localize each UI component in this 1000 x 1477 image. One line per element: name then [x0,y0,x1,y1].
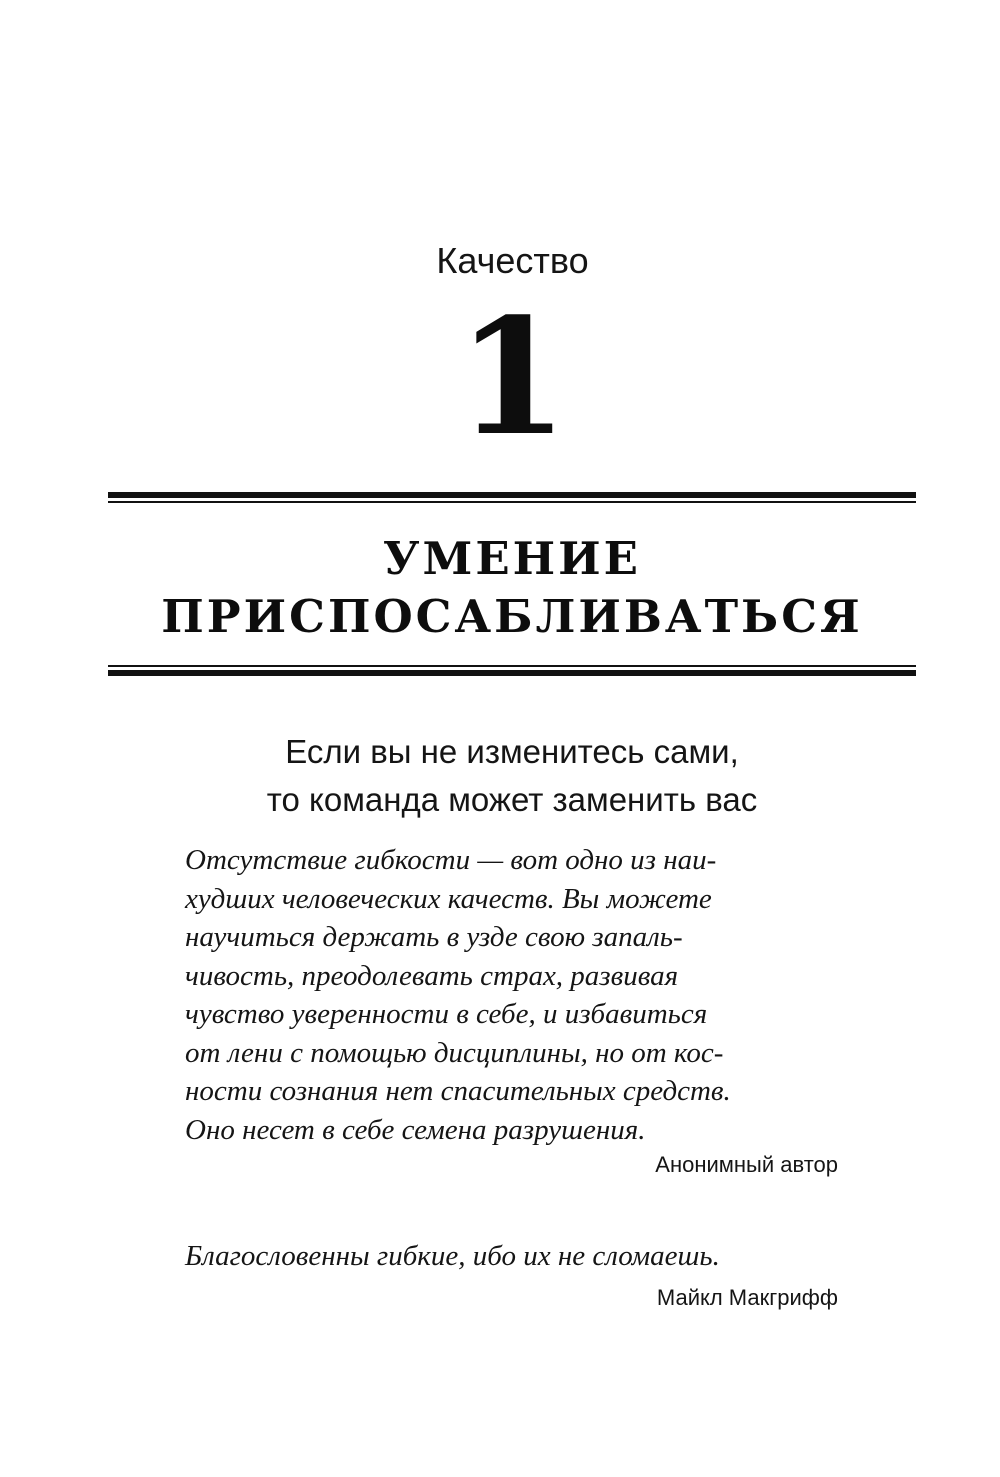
quote-line: научиться держать в узде свою запаль- [185,921,683,953]
chapter-subtitle [108,728,916,824]
quote-author: Анонимный автор [655,1152,838,1177]
quote-line: чувство уверенности в себе, и избавиться [185,998,708,1030]
chapter-kicker: Качество [436,240,589,281]
quote-author: Майкл Макгрифф [656,1285,838,1310]
rule-thin-line [108,665,916,667]
rule-thick-line [108,492,916,498]
chapter-title-line: ПРИСПОСАБЛИВАТЬСЯ [161,590,863,643]
rule-thin-line [108,501,916,503]
top-double-rule [108,492,916,503]
quote-line: Отсутствие гибкости — вот одно из наи- [185,844,717,876]
bottom-double-rule [108,665,916,676]
chapter-title-line: УМЕНИЕ [383,532,641,585]
quote-line: от лени с помощью дисциплины, но от кос- [185,1036,724,1069]
quote-line: худших человеческих качеств. Вы можете [185,882,712,915]
quote-line: ности сознания нет спасительных средств. [185,1075,731,1107]
subtitle-line: Если вы не изменитесь сами, [285,733,739,770]
epigraph-quote [185,841,845,1149]
quote-line: чивость, преодолевать страх, развивая [185,959,679,992]
quote-line: Оно несет в себе семена разрушения. [185,1113,646,1146]
subtitle-line: то команда может заменить вас [266,781,758,818]
rule-thick-line [108,670,916,676]
quote-line: Благословенны гибкие, ибо их не сломаешь. [185,1240,720,1272]
epigraph-quote [185,1237,845,1276]
chapter-title [108,530,916,646]
chapter-number: 1 [456,283,569,471]
